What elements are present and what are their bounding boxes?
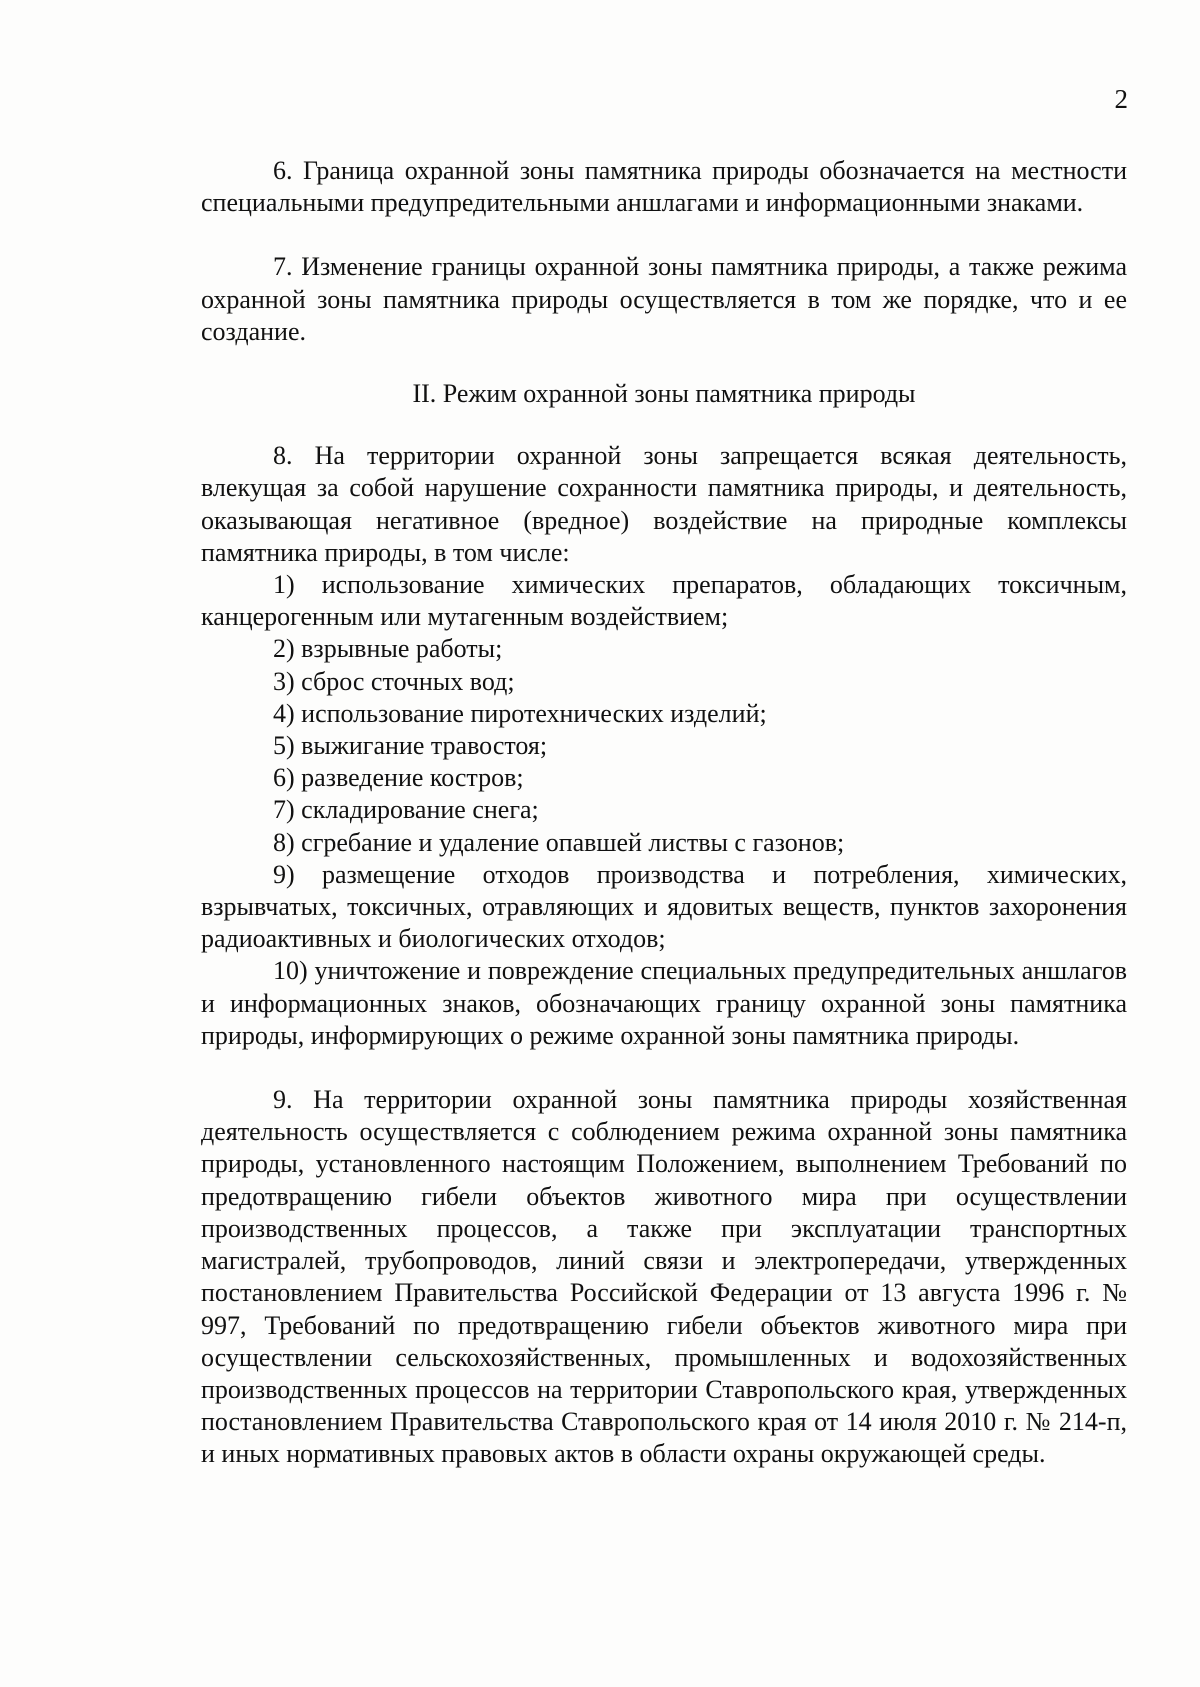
list-item: 2) взрывные работы; bbox=[273, 634, 503, 664]
list-item: 1) использование химических препаратов, обладающих токсичным, канцерогенным или мутагенным воздействием; bbox=[201, 570, 1127, 632]
paragraph-6: 6. Граница охранной зоны памятника природы обозначается на местности специальными предупредительными аншлагами и информационными знаками. bbox=[201, 156, 1127, 218]
document-body bbox=[201, 155, 1127, 1471]
paragraph-9: 9. На территории охранной зоны памятника природы хозяйственная деятельность осуществляется с соблюдением режима охранной зоны памятника природы, установленного настоящим Положением, выполнением Требований по предотвращению гибели объектов животного мира при осуществлении производственных процессов, а также при эксплуатации транспортных магистралей, трубопроводов, линий связи и электропередачи, утвержденных постановлением Правительства Российской Федерации от 13 августа 1996 г. № 997, Требований по предотвращению гибели объектов животного мира при осуществлении сельскохозяйственных, промышленных и водохозяйственных производственных процессов на территории Ставропольского края, утвержденных постановлением Правительства Ставропольского края от 14 июля 2010 г. № 214-п, и иных нормативных правовых актов в области охраны окружающей среды. bbox=[201, 1085, 1127, 1469]
section-heading-2: II. Режим охранной зоны памятника природы bbox=[412, 379, 916, 409]
page-number: 2 bbox=[1114, 84, 1128, 114]
list-item: 10) уничтожение и повреждение специальных предупредительных аншлагов и информационных знаков, обозначающих границу охранной зоны памятника природы, информирующих о режиме охранной зоны памятника природы. bbox=[201, 956, 1127, 1050]
list-item: 3) сброс сточных вод; bbox=[273, 666, 515, 696]
prohibited-activities-list bbox=[201, 569, 1127, 1052]
list-item: 4) использование пиротехнических изделий; bbox=[273, 698, 767, 728]
list-item: 9) размещение отходов производства и потребления, химических, взрывчатых, токсичных, отравляющих и ядовитых веществ, пунктов захоронения радиоактивных и биологических отходов; bbox=[201, 859, 1127, 954]
paragraph-8: 8. На территории охранной зоны запрещается всякая деятельность, влекущая за собой нарушение сохранности памятника природы, и деятельность, оказывающая негативное (вредное) воздействие на природные комплексы памятника природы, в том числе: bbox=[201, 441, 1127, 567]
list-item: 6) разведение костров; bbox=[273, 763, 524, 793]
list-item: 7) складирование снега; bbox=[273, 795, 539, 825]
list-item: 8) сгребание и удаление опавшей листвы с газонов; bbox=[273, 827, 845, 857]
list-item: 5) выжигание травостоя; bbox=[273, 731, 548, 761]
paragraph-7: 7. Изменение границы охранной зоны памятника природы, а также режима охранной зоны памятника природы осуществляется в том же порядке, что и ее создание. bbox=[201, 252, 1127, 346]
